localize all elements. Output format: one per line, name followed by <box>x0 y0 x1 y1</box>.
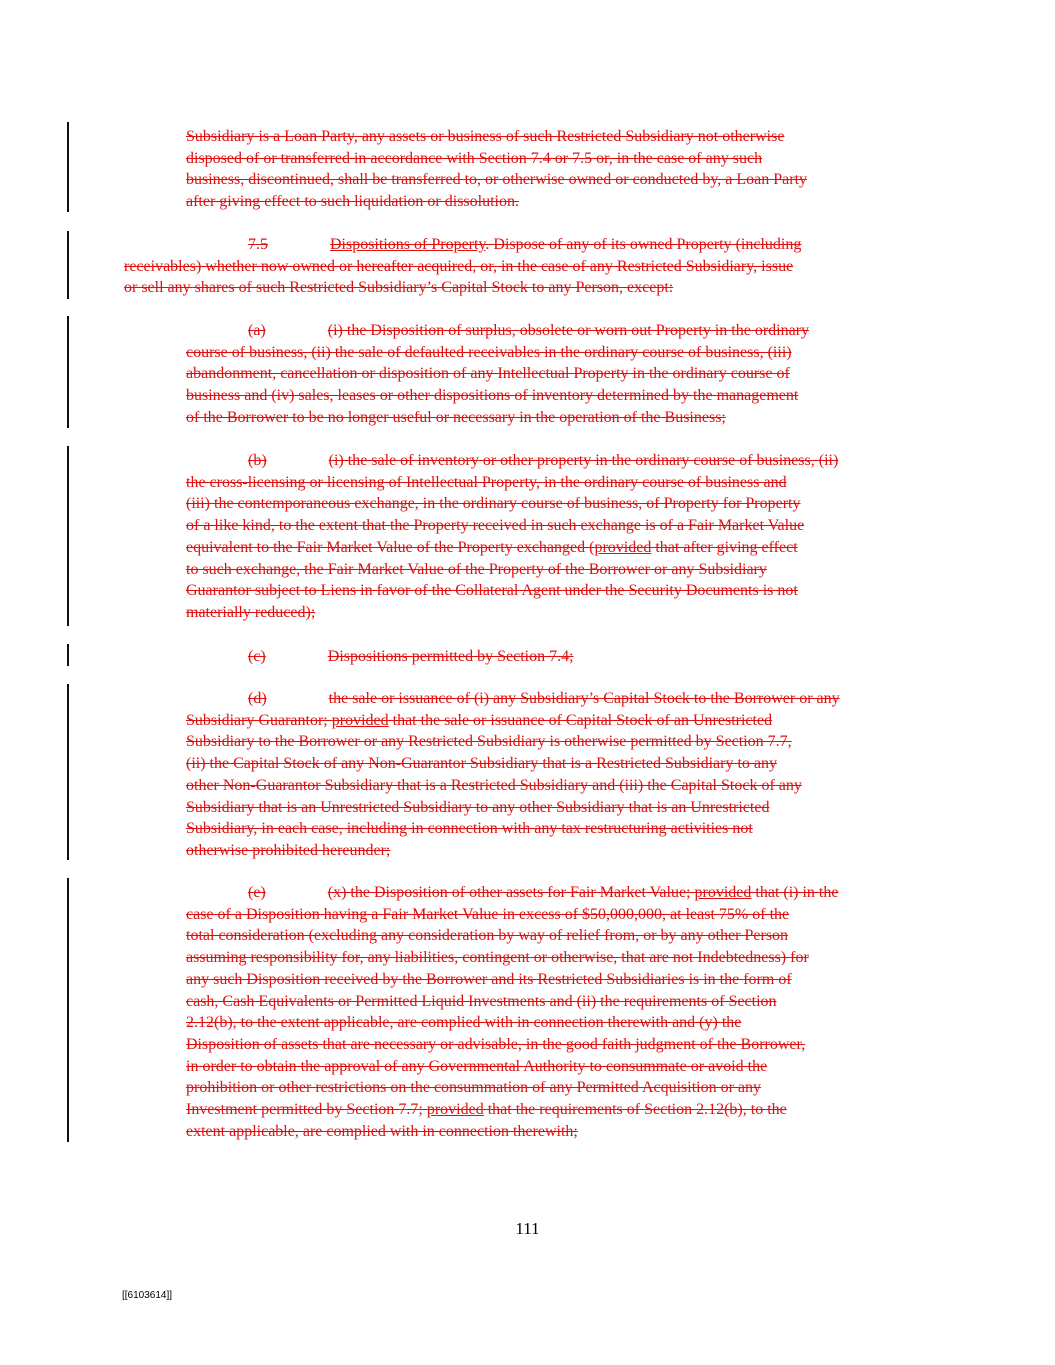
text-line: (ii) the Capital Stock of any Non-Guarantor Subsidiary that is a Restricted Subsidiary to any <box>186 755 777 773</box>
page-number: 111 <box>515 1219 540 1238</box>
text-line: business and (iv) sales, leases or other dispositions of inventory determined by the management <box>186 387 799 405</box>
clause-first-line: (a) (i) the Disposition of surplus, obsolete or worn out Property in the ordinary <box>248 322 810 339</box>
clause-first-line: (c) Dispositions permitted by Section 7.4; <box>248 648 574 665</box>
clause-d <box>186 688 840 862</box>
text-line: Subsidiary Guarantor; provided that the sale or issuance of Capital Stock of an Unrestricted <box>186 711 773 729</box>
section-heading: Dispositions of Property <box>330 236 486 253</box>
text-line: extent applicable, are complied with in connection therewith; <box>186 1122 578 1140</box>
provided-term: provided <box>694 884 752 901</box>
clause-e <box>186 882 838 1142</box>
clause-first-line: (b) (i) the sale of inventory or other property in the ordinary course of business, (ii) <box>248 452 839 469</box>
clause-label: (d) <box>248 690 267 707</box>
change-bar <box>67 316 69 428</box>
text-line: any such Disposition received by the Borrower and its Restricted Subsidiaries is in the form of <box>186 970 792 988</box>
text-line: Disposition of assets that are necessary or advisable, in the good faith judgment of the Borrower, <box>186 1035 806 1053</box>
text-line: in order to obtain the approval of any Governmental Authority to consummate or avoid the <box>186 1057 768 1075</box>
change-bar <box>67 446 69 626</box>
text-line: of a like kind, to the extent that the Property received in such exchange is of a Fair Market Value <box>186 517 805 535</box>
text-line: materially reduced); <box>186 603 316 621</box>
section-7-5 <box>248 234 801 256</box>
change-bar <box>67 684 69 860</box>
text-line: to such exchange, the Fair Market Value of the Property of the Borrower or any Subsidiary <box>186 560 767 578</box>
text-line: case of a Disposition having a Fair Market Value in excess of $50,000,000, at least 75% of the <box>186 905 790 923</box>
section-heading-line <box>248 234 801 256</box>
text-line: abandonment, cancellation or disposition of any Intellectual Property in the ordinary course of <box>186 365 790 383</box>
clause-label: (a) <box>248 322 266 339</box>
text-line: other Non-Guarantor Subsidiary that is a Restricted Subsidiary and (iii) the Capital Stock of any <box>186 776 802 794</box>
clause-first-line: (d) the sale or issuance of (i) any Subsidiary’s Capital Stock to the Borrower or any <box>248 690 840 707</box>
text-line: equivalent to the Fair Market Value of the Property exchanged (provided that after giving effect <box>186 538 798 556</box>
text-line: cash, Cash Equivalents or Permitted Liquid Investments and (ii) the requirements of Section <box>186 992 777 1010</box>
text-line: Subsidiary, in each case, including in connection with any tax restructuring activities not <box>186 820 753 838</box>
text-line: Subsidiary that is an Unrestricted Subsidiary to any other Subsidiary that is an Unrestricted <box>186 798 770 816</box>
change-bar <box>67 644 69 666</box>
text-line: disposed of or transferred in accordance with Section 7.4 or 7.5 or, in the case of any such <box>186 149 763 167</box>
text-line: or sell any shares of such Restricted Subsidiary’s Capital Stock to any Person, except: <box>124 279 674 297</box>
clause-c <box>186 646 574 668</box>
text-line: the cross-licensing or licensing of Intellectual Property, in the ordinary course of business and <box>186 473 787 491</box>
text-line: prohibition or other restrictions on the consummation of any Permitted Acquisition or any <box>186 1079 762 1097</box>
clause-label: (c) <box>248 648 266 665</box>
change-bar <box>67 231 69 299</box>
text-line: otherwise prohibited hereunder; <box>186 841 391 859</box>
clause-first-line: (e) (x) the Disposition of other assets for Fair Market Value; provided that (i) in the <box>248 884 839 901</box>
clause-label: (b) <box>248 452 267 469</box>
provided-term: provided <box>426 1101 484 1119</box>
text-line: 2.12(b), to the extent applicable, are complied with in connection therewith and (y) the <box>186 1014 742 1032</box>
section-intro: . Dispose of any of its owned Property (including <box>485 236 802 253</box>
paragraph-continuation <box>186 126 807 213</box>
provided-term: provided <box>331 711 389 729</box>
clause-label: (e) <box>248 884 266 901</box>
text-line: assuming responsibility for, any liabilities, contingent or otherwise, that are not Indebtedness) for <box>186 949 809 967</box>
text-line: after giving effect to such liquidation or dissolution. <box>186 193 519 211</box>
section-7-5-body <box>124 256 793 299</box>
text-line: Subsidiary is a Loan Party, any assets or business of such Restricted Subsidiary not otherwise <box>186 128 785 145</box>
text-line: Subsidiary to the Borrower or any Restricted Subsidiary is otherwise permitted by Section 7.7, <box>186 733 792 751</box>
text-line: receivables) whether now owned or hereafter acquired, or, in the case of any Restricted Subsidiary, issue <box>124 257 794 275</box>
document-id: [[6103614]] <box>122 1290 173 1301</box>
text-line: total consideration (excluding any consideration by way of relief from, or by any other Person <box>186 927 789 945</box>
clause-a <box>186 320 809 429</box>
text-line: Guarantor subject to Liens in favor of the Collateral Agent under the Security Documents is not <box>186 582 798 600</box>
text-line: business, discontinued, shall be transferred to, or otherwise owned or conducted by, a Loan Party <box>186 171 808 189</box>
change-bar <box>67 878 69 1142</box>
text-line: Investment permitted by Section 7.7; provided that the requirements of Section 2.12(b), to the <box>186 1101 787 1119</box>
section-number: 7.5 <box>248 236 268 253</box>
text-line: (iii) the contemporaneous exchange, in the ordinary course of business, of Property for Property <box>186 495 801 513</box>
text-line: of the Borrower to be no longer useful or necessary in the operation of the Business; <box>186 408 726 426</box>
text-line: course of business, (ii) the sale of defaulted receivables in the ordinary course of business, (iii) <box>186 343 792 361</box>
provided-term: provided <box>594 538 652 556</box>
change-bar <box>67 122 69 212</box>
clause-b <box>186 450 838 624</box>
